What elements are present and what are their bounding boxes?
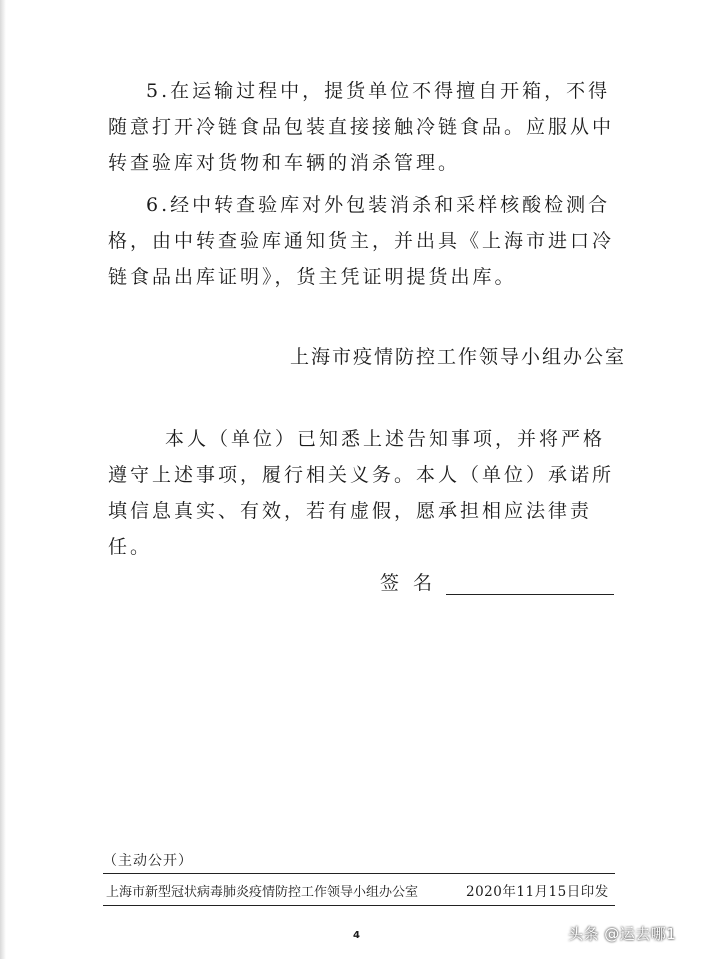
notice-item-6: 6.经中转查验库对外包装消杀和采样核酸检测合格，由中转查验库通知货主，并出具《上海市进口冷链食品出库证明》，货主凭证明提货出库。 bbox=[108, 194, 615, 288]
signature-line bbox=[446, 572, 614, 595]
pledge-statement: 本人（单位）已知悉上述告知事项，并将严格遵守上述事项，履行相关义务。本人（单位）承诺所填信息真实、有效，若有虚假，愿承担相应法律责任。 bbox=[108, 428, 615, 558]
watermark-text: 头条 @运去哪1 bbox=[568, 925, 677, 943]
issuing-office: 上海市疫情防控工作领导小组办公室 bbox=[290, 346, 627, 368]
signature-label: 签名 bbox=[380, 572, 447, 594]
signature-row bbox=[380, 568, 614, 595]
notice-item-5: 5.在运输过程中，提货单位不得擅自开箱，不得随意打开冷链食品包装直接接触冷链食品。应服从中转查验库对货物和车辆的消杀管理。 bbox=[108, 80, 615, 174]
footer-organization: 上海市新型冠状病毒肺炎疫情防控工作领导小组办公室 bbox=[106, 885, 419, 900]
disclosure-mark: （主动公开） bbox=[103, 853, 193, 869]
page-edge-shadow bbox=[0, 0, 6, 959]
footer-rule-bottom bbox=[103, 905, 615, 906]
page-number: 4 bbox=[353, 930, 360, 941]
footer-issue-date: 2020年11月15日印发 bbox=[466, 884, 609, 900]
footer-rule-top bbox=[103, 873, 615, 874]
